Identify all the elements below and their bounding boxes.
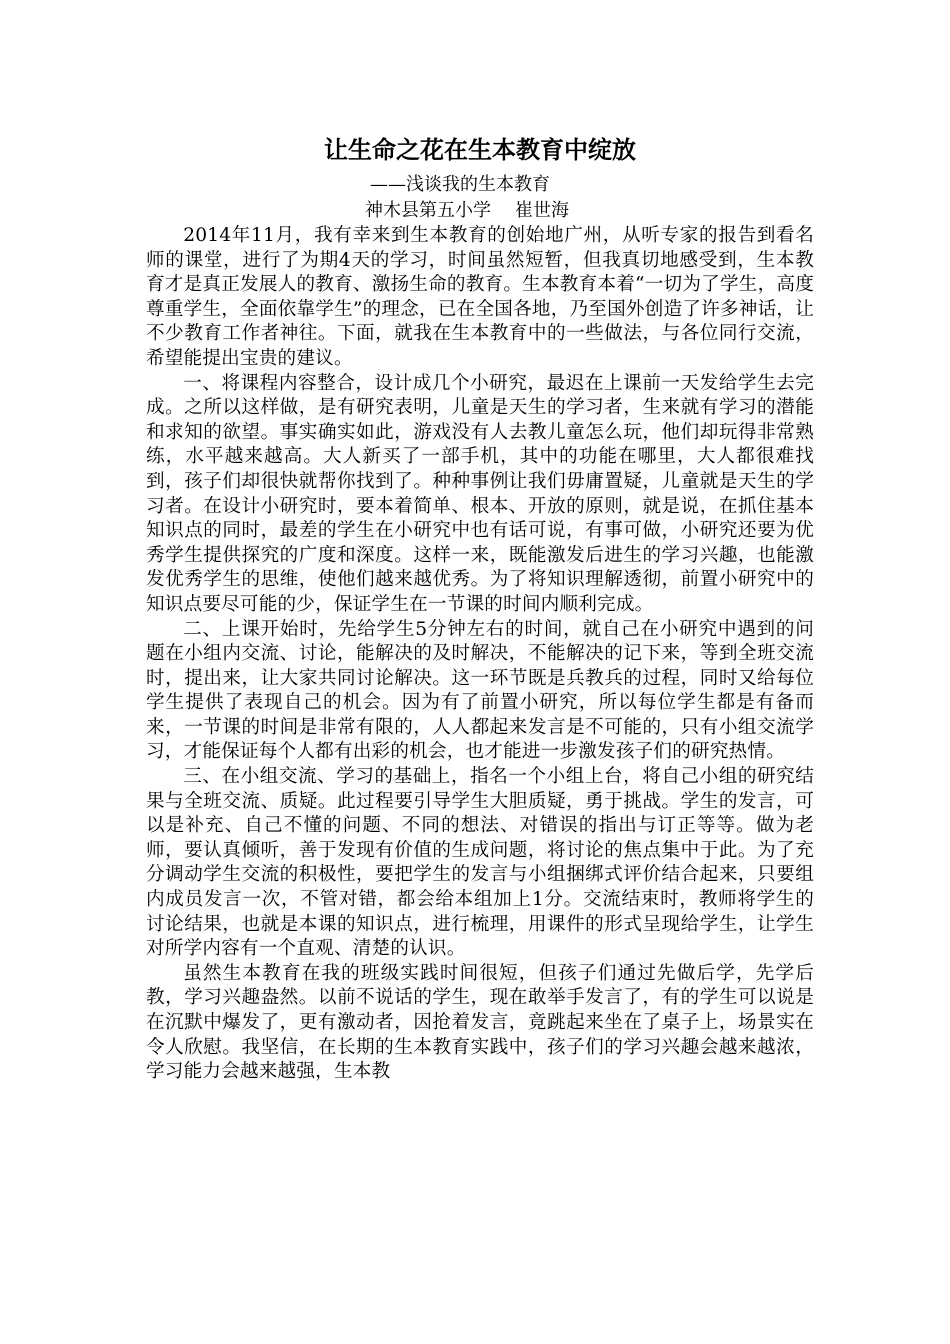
- paragraph-section-3: 三、在小组交流、学习的基础上，指名一个小组上台，将自己小组的研究结果与全班交流、质疑。此过程要引导学生大胆质疑，勇于挑战。学生的发言，可以是补充、自己不懂的问题、不同的想法、对错误的指出与订正等等。做为老师，要认真倾听，善于发现有价值的生成问题，将讨论的焦点集中于此。为了充分调动学生交流的积极性，要把学生的发言与小组捆绑式评价结合起来，只要组内成员发言一次，不管对错，都会给本组加上1分。交流结束时，教师将学生的讨论结果，也就是本课的知识点，进行梳理，用课件的形式呈现给学生，让学生对所学内容有一个直观、清楚的认识。: [146, 766, 814, 960]
- author-line: [146, 198, 814, 224]
- paragraph-intro: 2014年11月，我有幸来到生本教育的创始地广州，从听专家的报告到看名师的课堂，进行了为期4天的学习，时间虽然短暂，但我真切地感受到，生本教育才是真正发展人的教育、激扬生命的教育。生本教育本着“一切为了学生，高度尊重学生，全面依靠学生”的理念，已在全国各地，乃至国外创造了许多神话，让不少教育工作者神往。下面，就我在生本教育中的一些做法，与各位同行交流，希望能提出宝贵的建议。: [146, 225, 814, 369]
- school-name: 神木县第五小学: [365, 200, 491, 221]
- document-title: 让生命之花在生本教育中绽放: [324, 135, 636, 164]
- document-subtitle: ——浅谈我的生本教育: [370, 174, 550, 195]
- author-name: 崔世海: [515, 200, 569, 221]
- paragraph-conclusion: 虽然生本教育在我的班级实践时间很短，但孩子们通过先做后学，先学后教，学习兴趣盎然。以前不说话的学生，现在敢举手发言了，有的学生可以说是在沉默中爆发了，更有激动者，因抢着发言，竟跳起来坐在了桌子上，场景实在令人欣慰。我坚信，在长期的生本教育实践中，孩子们的学习兴趣会越来越浓，学习能力会越来越强，生本教: [146, 962, 814, 1083]
- paragraph-section-1: 一、将课程内容整合，设计成几个小研究，最迟在上课前一天发给学生去完成。之所以这样做，是有研究表明，儿童是天生的学习者，生来就有学习的潜能和求知的欲望。事实确实如此，游戏没有人去教儿童怎么玩，他们却玩得非常熟练，水平越来越高。大人新买了一部手机，其中的功能在哪里，大人都很难找到，孩子们却很快就帮你找到了。种种事例让我们毋庸置疑，儿童就是天生的学习者。在设计小研究时，要本着简单、根本、开放的原则，就是说，在抓住基本知识点的同时，最差的学生在小研究中也有话可说，有事可做，小研究还要为优秀学生提供探究的广度和深度。这样一来，既能激发后进生的学习兴趣，也能激发优秀学生的思维，使他们越来越优秀。为了将知识理解透彻，前置小研究中的知识点要尽可能的少，保证学生在一节课的时间内顺利完成。: [146, 372, 814, 615]
- paragraph-section-2: 二、上课开始时，先给学生5分钟左右的时间，就自己在小研究中遇到的问题在小组内交流、讨论，能解决的及时解决，不能解决的记下来，等到全班交流时，提出来，让大家共同讨论解决。这一环节既是兵教兵的过程，同时又给每位学生提供了表现自己的机会。因为有了前置小研究，所以每位学生都是有备而来，一节课的时间是非常有限的，人人都起来发言是不可能的，只有小组交流学习，才能保证每个人都有出彩的机会，也才能进一步激发孩子们的研究热情。: [146, 618, 814, 763]
- document-page: [146, 132, 814, 1085]
